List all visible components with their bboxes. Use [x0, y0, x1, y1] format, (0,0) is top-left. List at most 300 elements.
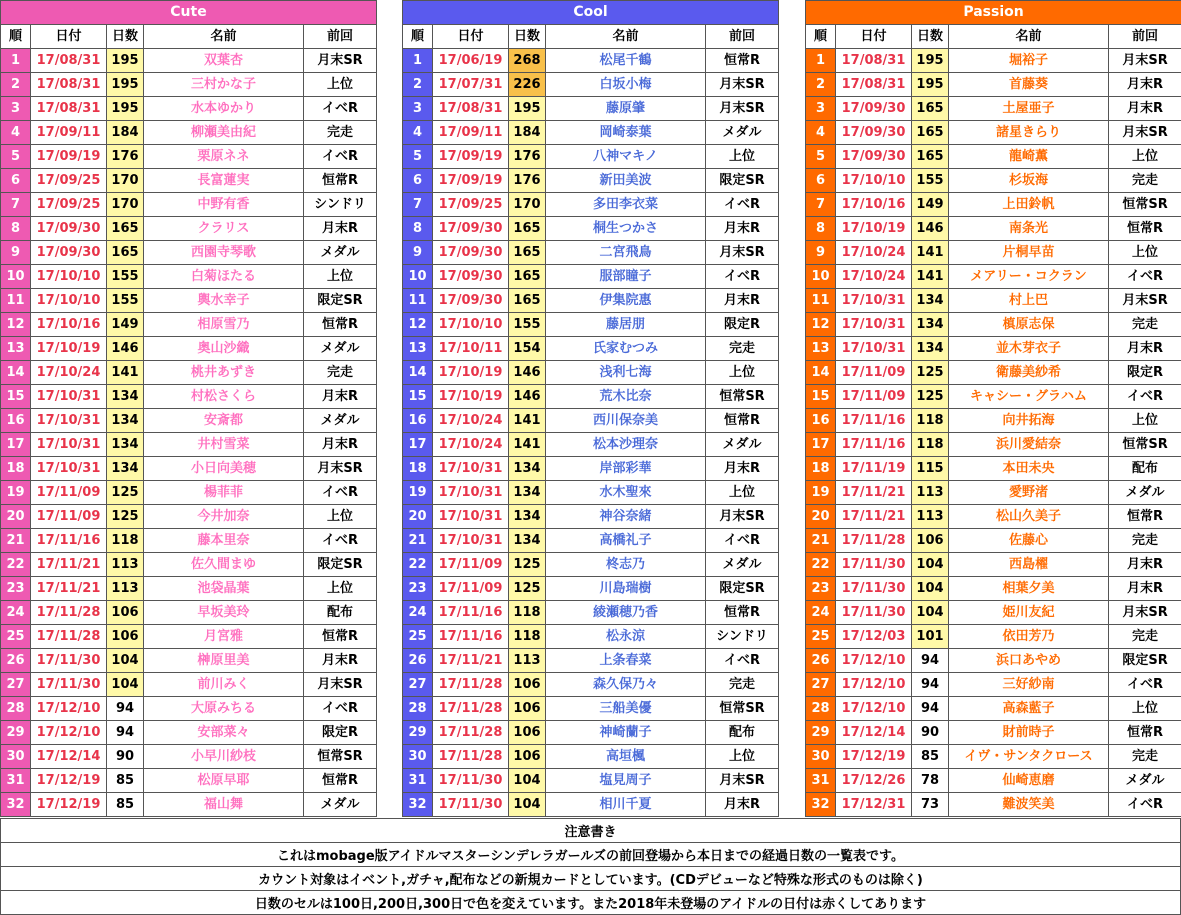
days-cell: 146 — [912, 217, 949, 241]
date-cell: 17/12/19 — [836, 745, 912, 769]
rank-cell: 15 — [403, 385, 433, 409]
rank-cell: 11 — [403, 289, 433, 313]
date-cell: 17/10/31 — [433, 529, 509, 553]
last-cell: イベR — [304, 97, 377, 121]
date-cell: 17/09/30 — [836, 121, 912, 145]
rank-cell: 13 — [403, 337, 433, 361]
table-row — [1, 241, 377, 265]
last-cell: 恒常R — [304, 625, 377, 649]
date-cell: 17/11/09 — [836, 361, 912, 385]
notes-line-3: 日数のセルは100日,200日,300日で色を変えています。また2018年未登場のアイドルの日付は赤くしてあります — [1, 891, 1181, 915]
rank-cell: 32 — [806, 793, 836, 817]
rank-cell: 15 — [1, 385, 31, 409]
date-cell: 17/10/19 — [31, 337, 107, 361]
name-cell: 福山舞 — [144, 793, 304, 817]
rank-cell: 14 — [806, 361, 836, 385]
last-cell: 月末R — [706, 217, 779, 241]
last-cell: メダル — [304, 241, 377, 265]
rank-cell: 27 — [1, 673, 31, 697]
date-cell: 17/09/30 — [836, 145, 912, 169]
table-row — [806, 193, 1181, 217]
last-cell: 恒常SR — [1109, 433, 1181, 457]
days-cell: 165 — [912, 121, 949, 145]
last-cell: 完走 — [1109, 625, 1181, 649]
table-row — [1, 169, 377, 193]
table-row — [403, 769, 779, 793]
name-cell: 氏家むつみ — [546, 337, 706, 361]
rank-cell: 24 — [1, 601, 31, 625]
name-cell: 村上巴 — [949, 289, 1109, 313]
last-cell: 月末SR — [304, 49, 377, 73]
rank-cell: 8 — [403, 217, 433, 241]
date-cell: 17/12/03 — [836, 625, 912, 649]
last-cell: 月末SR — [706, 73, 779, 97]
last-cell: メダル — [1109, 481, 1181, 505]
table-row — [806, 697, 1181, 721]
days-cell: 195 — [912, 49, 949, 73]
date-cell: 17/11/30 — [433, 769, 509, 793]
last-cell: 上位 — [706, 145, 779, 169]
name-cell: 南条光 — [949, 217, 1109, 241]
name-cell: 並木芽衣子 — [949, 337, 1109, 361]
last-cell: 上位 — [1109, 409, 1181, 433]
last-cell: 限定R — [304, 721, 377, 745]
table-row — [403, 313, 779, 337]
name-cell: 上田鈴帆 — [949, 193, 1109, 217]
date-cell: 17/10/24 — [433, 409, 509, 433]
header-name: 名前 — [949, 25, 1109, 49]
rank-cell: 25 — [403, 625, 433, 649]
rank-cell: 4 — [806, 121, 836, 145]
last-cell: 月末SR — [1109, 49, 1181, 73]
rank-cell: 18 — [1, 457, 31, 481]
last-cell: イベR — [706, 193, 779, 217]
last-cell: 上位 — [1109, 241, 1181, 265]
table-row — [403, 649, 779, 673]
name-cell: 安部菜々 — [144, 721, 304, 745]
notes-line-1: これはmobage版アイドルマスターシンデレラガールズの前回登場から本日までの経過日数の一覧表です。 — [1, 843, 1181, 867]
table-row — [1, 553, 377, 577]
rank-cell: 23 — [403, 577, 433, 601]
header-name: 名前 — [546, 25, 706, 49]
last-cell: 完走 — [304, 361, 377, 385]
date-cell: 17/08/31 — [31, 97, 107, 121]
last-cell: 恒常SR — [304, 745, 377, 769]
days-cell: 94 — [912, 673, 949, 697]
table-row — [1, 457, 377, 481]
name-cell: 西島櫂 — [949, 553, 1109, 577]
rank-cell: 5 — [806, 145, 836, 169]
table-row — [806, 625, 1181, 649]
days-cell: 113 — [912, 505, 949, 529]
rank-cell: 31 — [1, 769, 31, 793]
days-cell: 134 — [912, 289, 949, 313]
rank-cell: 21 — [1, 529, 31, 553]
date-cell: 17/10/10 — [31, 265, 107, 289]
name-cell: 松原早耶 — [144, 769, 304, 793]
table-row — [403, 409, 779, 433]
header-days: 日数 — [509, 25, 546, 49]
days-cell: 104 — [107, 673, 144, 697]
table-row — [1, 313, 377, 337]
rank-cell: 13 — [806, 337, 836, 361]
days-cell: 118 — [912, 409, 949, 433]
name-cell: 浅利七海 — [546, 361, 706, 385]
rank-cell: 26 — [1, 649, 31, 673]
rank-cell: 13 — [1, 337, 31, 361]
rank-cell: 17 — [403, 433, 433, 457]
date-cell: 17/09/30 — [433, 241, 509, 265]
rank-cell: 7 — [403, 193, 433, 217]
rank-cell: 12 — [806, 313, 836, 337]
days-cell: 226 — [509, 73, 546, 97]
date-cell: 17/11/28 — [433, 673, 509, 697]
last-cell: 限定SR — [706, 577, 779, 601]
name-cell: 藤本里奈 — [144, 529, 304, 553]
name-cell: 土屋亜子 — [949, 97, 1109, 121]
header-name: 名前 — [144, 25, 304, 49]
date-cell: 17/10/10 — [836, 169, 912, 193]
name-cell: 前川みく — [144, 673, 304, 697]
days-cell: 141 — [509, 409, 546, 433]
table-row — [1, 769, 377, 793]
table-row — [806, 289, 1181, 313]
table-row — [806, 673, 1181, 697]
name-cell: 水本ゆかり — [144, 97, 304, 121]
name-cell: 佐藤心 — [949, 529, 1109, 553]
name-cell: 龍崎薫 — [949, 145, 1109, 169]
table-row — [1, 265, 377, 289]
days-cell: 195 — [107, 97, 144, 121]
date-cell: 17/09/25 — [31, 169, 107, 193]
last-cell: 月末R — [706, 289, 779, 313]
rank-cell: 11 — [1, 289, 31, 313]
date-cell: 17/12/19 — [31, 793, 107, 817]
ranking-table — [0, 0, 377, 817]
table-row — [1, 337, 377, 361]
rank-cell: 21 — [806, 529, 836, 553]
table-row — [1, 433, 377, 457]
days-cell: 104 — [107, 649, 144, 673]
last-cell: 上位 — [706, 745, 779, 769]
name-cell: 輿水幸子 — [144, 289, 304, 313]
rank-cell: 32 — [403, 793, 433, 817]
name-cell: 西園寺琴歌 — [144, 241, 304, 265]
rank-cell: 19 — [806, 481, 836, 505]
table-row — [806, 505, 1181, 529]
table-row — [403, 433, 779, 457]
date-cell: 17/11/28 — [433, 745, 509, 769]
rank-cell: 28 — [403, 697, 433, 721]
days-cell: 165 — [509, 217, 546, 241]
header-last: 前回 — [304, 25, 377, 49]
table-row — [1, 649, 377, 673]
date-cell: 17/09/30 — [836, 97, 912, 121]
last-cell: 月末R — [1109, 337, 1181, 361]
days-cell: 118 — [107, 529, 144, 553]
last-cell: シンドリ — [706, 625, 779, 649]
rank-cell: 8 — [806, 217, 836, 241]
date-cell: 17/11/16 — [433, 601, 509, 625]
notes-line-2: カウント対象はイベント,ガチャ,配布などの新規カードとしています。(CDデビューなど特殊な形式のものは除く) — [1, 867, 1181, 891]
header-days: 日数 — [912, 25, 949, 49]
name-cell: 今井加奈 — [144, 505, 304, 529]
days-cell: 141 — [107, 361, 144, 385]
last-cell: 上位 — [706, 481, 779, 505]
days-cell: 155 — [107, 265, 144, 289]
last-cell: イベR — [706, 649, 779, 673]
table-row — [806, 529, 1181, 553]
table-row — [1, 745, 377, 769]
days-cell: 146 — [107, 337, 144, 361]
table-row — [1, 673, 377, 697]
days-cell: 155 — [509, 313, 546, 337]
date-cell: 17/12/31 — [836, 793, 912, 817]
date-cell: 17/09/19 — [433, 169, 509, 193]
days-cell: 104 — [509, 769, 546, 793]
last-cell: 月末R — [304, 433, 377, 457]
last-cell: 配布 — [1109, 457, 1181, 481]
days-cell: 134 — [912, 337, 949, 361]
date-cell: 17/10/31 — [31, 457, 107, 481]
name-cell: イヴ・サンタクロース — [949, 745, 1109, 769]
days-cell: 94 — [912, 697, 949, 721]
last-cell: 恒常R — [304, 169, 377, 193]
days-cell: 106 — [509, 673, 546, 697]
days-cell: 165 — [107, 241, 144, 265]
days-cell: 85 — [107, 793, 144, 817]
rank-cell: 9 — [1, 241, 31, 265]
table-row — [806, 721, 1181, 745]
days-cell: 125 — [107, 481, 144, 505]
rank-cell: 29 — [1, 721, 31, 745]
last-cell: メダル — [706, 121, 779, 145]
rank-cell: 10 — [1, 265, 31, 289]
name-cell: 松山久美子 — [949, 505, 1109, 529]
last-cell: 恒常R — [706, 49, 779, 73]
days-cell: 155 — [107, 289, 144, 313]
last-cell: 完走 — [1109, 169, 1181, 193]
days-cell: 113 — [912, 481, 949, 505]
name-cell: 佐久間まゆ — [144, 553, 304, 577]
rank-cell: 17 — [806, 433, 836, 457]
date-cell: 17/11/09 — [433, 553, 509, 577]
rank-cell: 1 — [1, 49, 31, 73]
last-cell: 上位 — [304, 73, 377, 97]
table-row — [806, 265, 1181, 289]
date-cell: 17/10/24 — [31, 361, 107, 385]
last-cell: 月末SR — [304, 457, 377, 481]
days-cell: 85 — [912, 745, 949, 769]
last-cell: 上位 — [304, 505, 377, 529]
name-cell: 松本沙理奈 — [546, 433, 706, 457]
days-cell: 118 — [912, 433, 949, 457]
notes-title: 注意書き — [1, 819, 1181, 843]
date-cell: 17/12/10 — [836, 673, 912, 697]
days-cell: 170 — [107, 169, 144, 193]
table-row — [403, 49, 779, 73]
last-cell: 恒常R — [1109, 217, 1181, 241]
table-row — [1, 409, 377, 433]
last-cell: 限定R — [1109, 361, 1181, 385]
table-row — [403, 793, 779, 817]
table-row — [806, 361, 1181, 385]
name-cell: 綾瀬穂乃香 — [546, 601, 706, 625]
last-cell: メダル — [706, 433, 779, 457]
rank-cell: 24 — [403, 601, 433, 625]
table-row — [1, 697, 377, 721]
last-cell: メダル — [304, 793, 377, 817]
date-cell: 17/11/28 — [31, 625, 107, 649]
name-cell: 相葉夕美 — [949, 577, 1109, 601]
last-cell: 月末SR — [1109, 289, 1181, 313]
name-cell: 財前時子 — [949, 721, 1109, 745]
rank-cell: 18 — [806, 457, 836, 481]
days-cell: 106 — [107, 625, 144, 649]
last-cell: 月末SR — [706, 505, 779, 529]
last-cell: メダル — [1109, 769, 1181, 793]
table-row — [1, 601, 377, 625]
table-row — [403, 721, 779, 745]
name-cell: 松尾千鶴 — [546, 49, 706, 73]
notes-section — [0, 818, 1181, 915]
last-cell: 月末R — [706, 793, 779, 817]
table-row — [806, 97, 1181, 121]
table-row — [1, 361, 377, 385]
date-cell: 17/11/16 — [836, 409, 912, 433]
last-cell: 完走 — [304, 121, 377, 145]
table-row — [403, 289, 779, 313]
name-cell: 八神マキノ — [546, 145, 706, 169]
date-cell: 17/11/30 — [836, 577, 912, 601]
days-cell: 176 — [107, 145, 144, 169]
last-cell: イベR — [1109, 385, 1181, 409]
last-cell: 上位 — [304, 265, 377, 289]
days-cell: 176 — [509, 169, 546, 193]
last-cell: 月末SR — [706, 97, 779, 121]
name-cell: 藤居朋 — [546, 313, 706, 337]
table-row — [806, 793, 1181, 817]
name-cell: 桃井あずき — [144, 361, 304, 385]
name-cell: 愛野渚 — [949, 481, 1109, 505]
name-cell: 藤原肇 — [546, 97, 706, 121]
header-date: 日付 — [433, 25, 509, 49]
last-cell: 恒常R — [304, 313, 377, 337]
days-cell: 101 — [912, 625, 949, 649]
rank-cell: 29 — [806, 721, 836, 745]
date-cell: 17/11/21 — [836, 505, 912, 529]
name-cell: 本田未央 — [949, 457, 1109, 481]
table-row — [806, 649, 1181, 673]
days-cell: 94 — [912, 649, 949, 673]
table-row — [403, 73, 779, 97]
last-cell: イベR — [706, 265, 779, 289]
rank-cell: 29 — [403, 721, 433, 745]
days-cell: 134 — [509, 505, 546, 529]
days-cell: 104 — [509, 793, 546, 817]
rank-cell: 22 — [403, 553, 433, 577]
table-row — [806, 433, 1181, 457]
date-cell: 17/10/31 — [836, 313, 912, 337]
name-cell: 双葉杏 — [144, 49, 304, 73]
name-cell: 三村かな子 — [144, 73, 304, 97]
last-cell: 恒常R — [304, 769, 377, 793]
days-cell: 134 — [107, 385, 144, 409]
rank-cell: 5 — [1, 145, 31, 169]
table-row — [403, 697, 779, 721]
name-cell: 松永涼 — [546, 625, 706, 649]
name-cell: 相川千夏 — [546, 793, 706, 817]
name-cell: 浜口あやめ — [949, 649, 1109, 673]
last-cell: イベR — [1109, 673, 1181, 697]
name-cell: 岡崎泰葉 — [546, 121, 706, 145]
last-cell: 完走 — [706, 337, 779, 361]
last-cell: 限定SR — [304, 553, 377, 577]
panel-passion — [805, 0, 1181, 817]
rank-cell: 3 — [1, 97, 31, 121]
date-cell: 17/07/31 — [433, 73, 509, 97]
last-cell: イベR — [1109, 265, 1181, 289]
name-cell: 多田李衣菜 — [546, 193, 706, 217]
date-cell: 17/08/31 — [31, 73, 107, 97]
rank-cell: 10 — [806, 265, 836, 289]
header-last: 前回 — [706, 25, 779, 49]
name-cell: 神谷奈緒 — [546, 505, 706, 529]
date-cell: 17/10/31 — [836, 337, 912, 361]
rank-cell: 25 — [1, 625, 31, 649]
days-cell: 104 — [912, 577, 949, 601]
date-cell: 17/12/14 — [31, 745, 107, 769]
last-cell: 恒常SR — [706, 385, 779, 409]
date-cell: 17/08/31 — [836, 73, 912, 97]
table-row — [1, 145, 377, 169]
date-cell: 17/11/30 — [31, 673, 107, 697]
days-cell: 125 — [107, 505, 144, 529]
header-date: 日付 — [836, 25, 912, 49]
table-row — [806, 385, 1181, 409]
date-cell: 17/11/09 — [31, 481, 107, 505]
days-cell: 118 — [509, 601, 546, 625]
table-row — [1, 577, 377, 601]
name-cell: キャシー・グラハム — [949, 385, 1109, 409]
last-cell: 完走 — [1109, 529, 1181, 553]
date-cell: 17/11/30 — [836, 553, 912, 577]
table-row — [403, 745, 779, 769]
last-cell: 限定SR — [706, 169, 779, 193]
rank-cell: 6 — [806, 169, 836, 193]
table-row — [806, 121, 1181, 145]
date-cell: 17/09/25 — [433, 193, 509, 217]
table-row — [403, 625, 779, 649]
name-cell: 新田美波 — [546, 169, 706, 193]
last-cell: イベR — [304, 481, 377, 505]
days-cell: 165 — [912, 145, 949, 169]
rank-cell: 28 — [1, 697, 31, 721]
last-cell: 月末R — [1109, 73, 1181, 97]
rank-cell: 8 — [1, 217, 31, 241]
rank-cell: 18 — [403, 457, 433, 481]
rank-cell: 15 — [806, 385, 836, 409]
rank-cell: 9 — [806, 241, 836, 265]
date-cell: 17/09/30 — [433, 265, 509, 289]
header-rank: 順 — [806, 25, 836, 49]
name-cell: 諸星きらり — [949, 121, 1109, 145]
date-cell: 17/12/14 — [836, 721, 912, 745]
days-cell: 113 — [509, 649, 546, 673]
last-cell: シンドリ — [304, 193, 377, 217]
date-cell: 17/11/28 — [836, 529, 912, 553]
table-row — [1, 721, 377, 745]
